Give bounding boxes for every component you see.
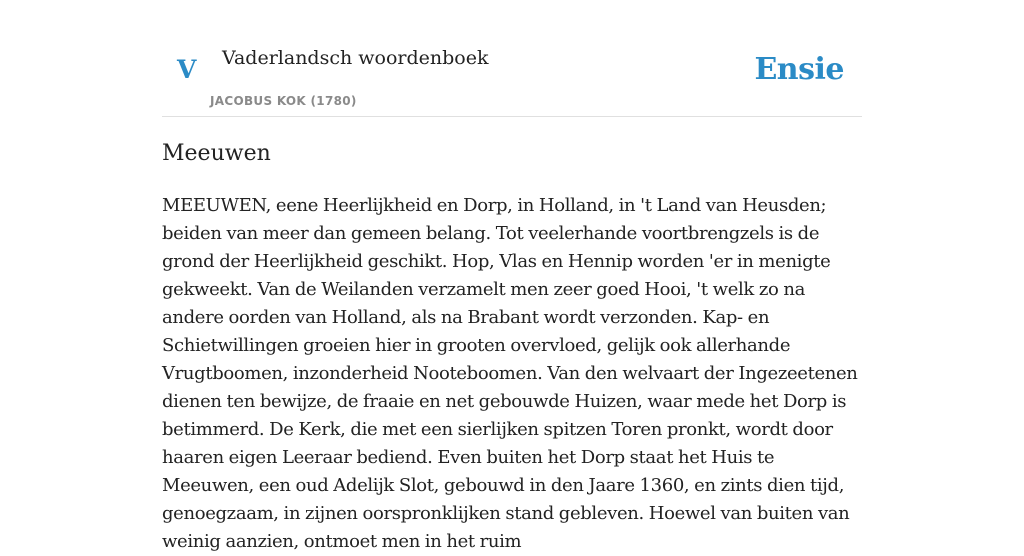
page-header	[162, 0, 862, 117]
entry-body-text: MEEUWEN, eene Heerlijkheid en Dorp, in Holland, in 't Land van Heusden; beiden van meer dan gemeen belang. Tot veelerhande voortbrengzels is de grond der Heerlijkheid geschikt. Hop, Vlas en Hennip worden 'er in menigte gekweekt. Van de Weilanden verzamelt men zeer goed Hooi, 't welk zo na andere oorden van Holland, als na Brabant wordt verzonden. Kap- en Schietwillingen groeien hier in grooten overvloed, gelijk ook allerhande Vrugtboomen, inzonderheid Nooteboomen. Van den welvaart der Ingezeetenen dienen ten bewijze, de fraaie en net gebouwde Huizen, waar mede het Dorp is betimmerd. De Kerk, die met een sierlijken spitzen Toren pronkt, wordt door haaren eigen Leeraar bediend. Even buiten het Dorp staat het Huis te Meeuwen, een oud Adelijk Slot, gebouwd in den Jaare 1360, en zints dien tijd, genoegzaam, in zijnen oorspronklijken stand gebleven. Hoewel van buiten van weinig aanzien, ontmoet men in het ruim	[162, 195, 858, 552]
book-title-link[interactable]: Vaderlandsch woordenboek	[222, 47, 489, 69]
entry-title: Meeuwen	[162, 141, 271, 166]
book-letter-badge[interactable]: V	[177, 55, 197, 84]
book-author: JACOBUS KOK (1780)	[210, 94, 357, 108]
entry-article	[162, 136, 864, 556]
brand-logo-link[interactable]: Ensie	[754, 52, 844, 87]
